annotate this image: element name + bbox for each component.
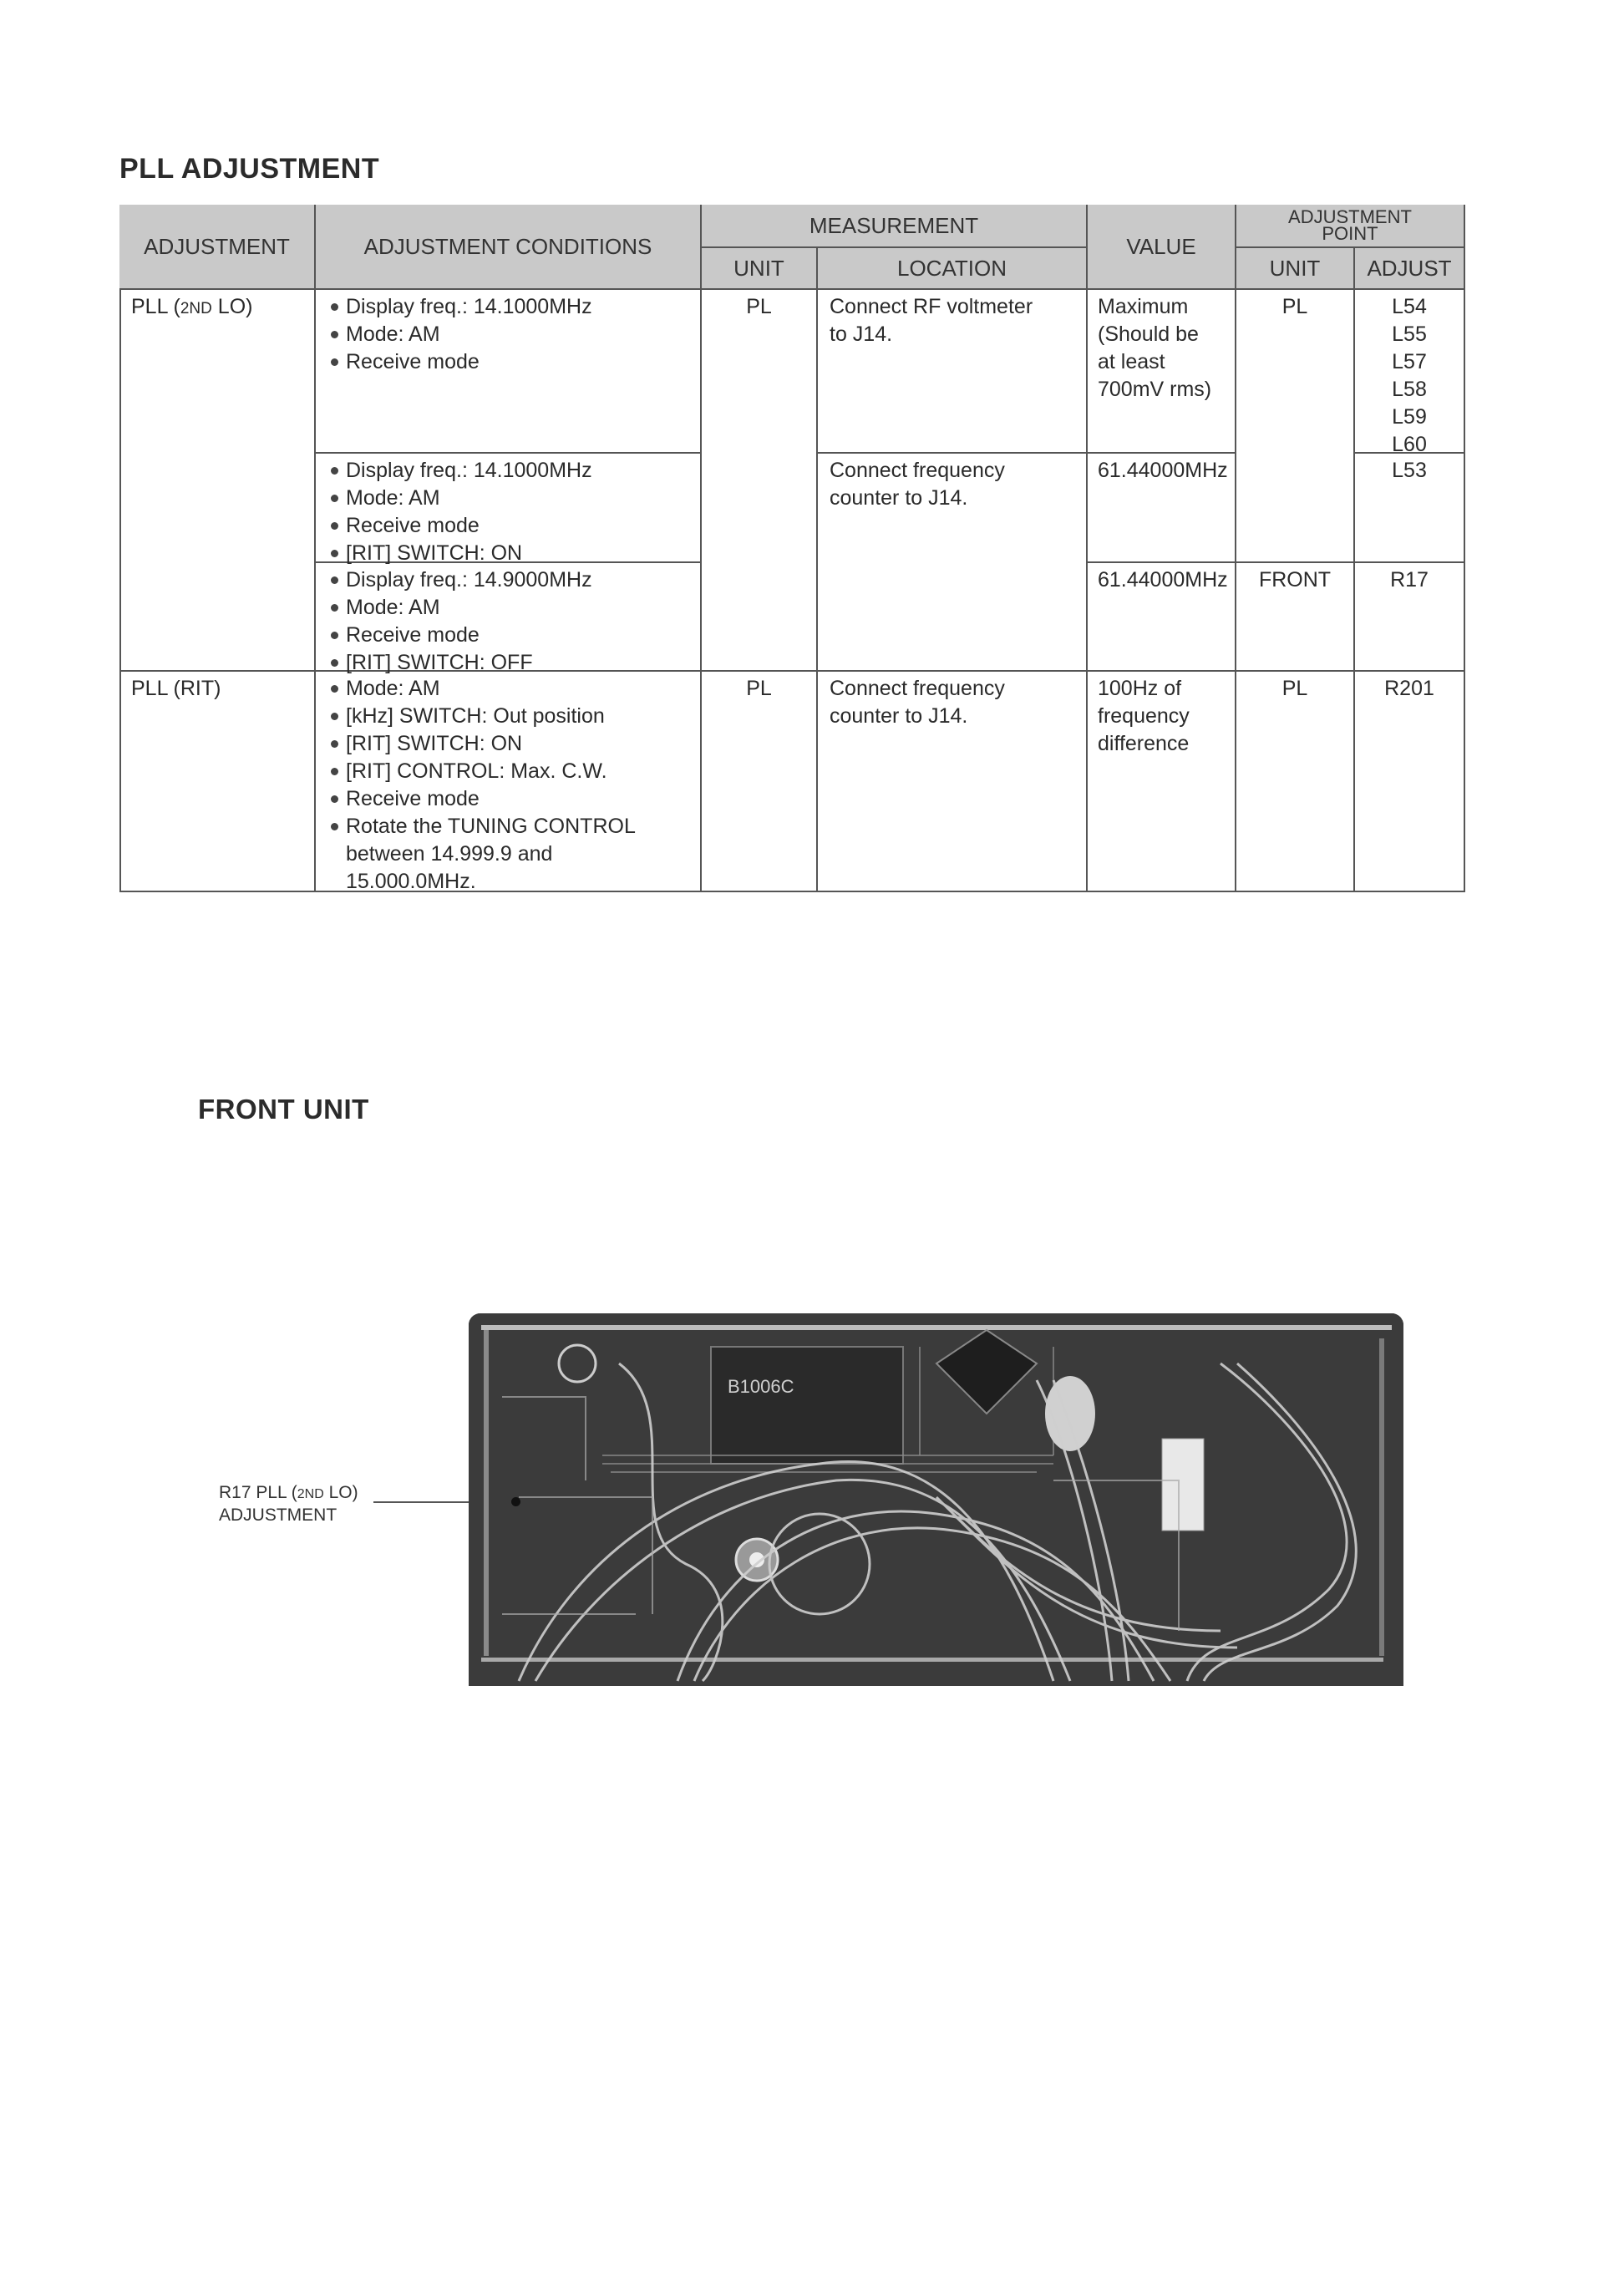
condition-item: Receive mode: [327, 512, 692, 540]
value-line: frequency: [1098, 704, 1190, 728]
condition-item: [RIT] SWITCH: ON: [327, 730, 692, 758]
value-line: at least: [1098, 350, 1165, 373]
header-adjustment-point-line2: POINT: [1322, 223, 1378, 244]
row1-adjustment: [119, 290, 316, 672]
header-adjustment: ADJUSTMENT: [119, 205, 316, 290]
header-adjustment-point: [1236, 205, 1465, 248]
condition-item: Mode: AM: [327, 321, 692, 348]
location-line: Connect frequency: [830, 459, 1005, 482]
pll-adjustment-title: PLL ADJUSTMENT: [119, 153, 380, 185]
location-line: counter to J14.: [830, 486, 968, 510]
row1-ap-unit: PL: [1236, 290, 1355, 563]
location-line: Connect frequency: [830, 677, 1005, 700]
row1c-value: 61.44000MHz: [1088, 563, 1236, 672]
condition-item: Receive mode: [327, 622, 692, 649]
header-adjustment-conditions: ADJUSTMENT CONDITIONS: [316, 205, 702, 290]
condition-item: Display freq.: 14.1000MHz: [327, 293, 692, 321]
row2-location: [818, 672, 1088, 892]
front-unit-photo: [469, 1313, 1403, 1686]
condition-item: [kHz] SWITCH: Out position: [327, 703, 692, 730]
row1c-ap-adjust: R17: [1355, 563, 1465, 672]
adjust-point: L54: [1392, 295, 1427, 318]
row1-adjustment-prefix: PLL (: [131, 295, 180, 318]
value-line: (Should be: [1098, 322, 1199, 346]
callout-line2: ADJUSTMENT: [219, 1506, 337, 1525]
row1b-value: 61.44000MHz: [1088, 454, 1236, 563]
condition-item: Mode: AM: [327, 675, 692, 703]
row2-measurement-unit: PL: [702, 672, 818, 892]
header-ap-unit: UNIT: [1236, 248, 1355, 290]
pll-adjustment-table: [119, 205, 1465, 892]
row1b-conditions: [316, 454, 702, 563]
header-adjustment-point-line1: ADJUSTMENT: [1288, 206, 1412, 227]
callout-suffix: LO): [323, 1483, 358, 1502]
row1-adjustment-small: 2ND: [180, 300, 212, 317]
condition-item: [RIT] CONTROL: Max. C.W.: [327, 758, 692, 785]
row1c-conditions: [316, 563, 702, 672]
value-line: 100Hz of: [1098, 677, 1182, 700]
row2-value: [1088, 672, 1236, 892]
location-line: Connect RF voltmeter: [830, 295, 1033, 318]
adjust-point: L57: [1392, 350, 1427, 373]
condition-item: [RIT] SWITCH: ON: [327, 540, 692, 567]
location-line: to J14.: [830, 322, 893, 346]
adjust-point: L60: [1392, 433, 1427, 456]
row2-adjustment: PLL (RIT): [119, 672, 316, 892]
header-measurement-unit: UNIT: [702, 248, 818, 290]
row2-ap-adjust: R201: [1355, 672, 1465, 892]
row2-ap-unit: PL: [1236, 672, 1355, 892]
condition-item: Receive mode: [327, 348, 692, 376]
header-measurement: MEASUREMENT: [702, 205, 1088, 248]
row1-adjustment-suffix: LO): [211, 295, 253, 318]
condition-item: Display freq.: 14.1000MHz: [327, 457, 692, 485]
adjust-point: L58: [1392, 378, 1427, 401]
row1a-location: [818, 290, 1088, 454]
callout-line1: [219, 1482, 358, 1505]
condition-item: Mode: AM: [327, 594, 692, 622]
value-line: Maximum: [1098, 295, 1189, 318]
location-line: counter to J14.: [830, 704, 968, 728]
r17-callout-label: [219, 1482, 358, 1526]
value-line: 700mV rms): [1098, 378, 1212, 401]
front-unit-title: FRONT UNIT: [198, 1094, 369, 1125]
r17-location-marker: [511, 1497, 520, 1506]
row1a-value: [1088, 290, 1236, 454]
adjust-point: L55: [1392, 322, 1427, 346]
row1a-ap-adjust: [1355, 290, 1465, 454]
header-measurement-location: LOCATION: [818, 248, 1088, 290]
adjust-point: L59: [1392, 405, 1427, 429]
condition-item: [RIT] SWITCH: OFF: [327, 649, 692, 677]
board-label: B1006C: [728, 1376, 794, 1397]
callout-prefix: R17 PLL (: [219, 1483, 297, 1502]
condition-item: Display freq.: 14.9000MHz: [327, 566, 692, 594]
condition-item: Receive mode: [327, 785, 692, 813]
row1b-ap-adjust: L53: [1355, 454, 1465, 563]
value-line: difference: [1098, 732, 1190, 755]
row1bc-location: [818, 454, 1088, 672]
row1c-ap-unit: FRONT: [1236, 563, 1355, 672]
row1-measurement-unit: PL: [702, 290, 818, 672]
callout-small: 2ND: [297, 1487, 324, 1501]
condition-item: Mode: AM: [327, 485, 692, 512]
header-value: VALUE: [1088, 205, 1236, 290]
header-ap-adjust: ADJUST: [1355, 248, 1465, 290]
row2-conditions: [316, 672, 702, 892]
row1a-conditions: [316, 290, 702, 454]
pcb-illustration: [469, 1313, 1403, 1686]
condition-item: Rotate the TUNING CONTROL between 14.999.9 and 15.000.0MHz.: [327, 813, 692, 896]
